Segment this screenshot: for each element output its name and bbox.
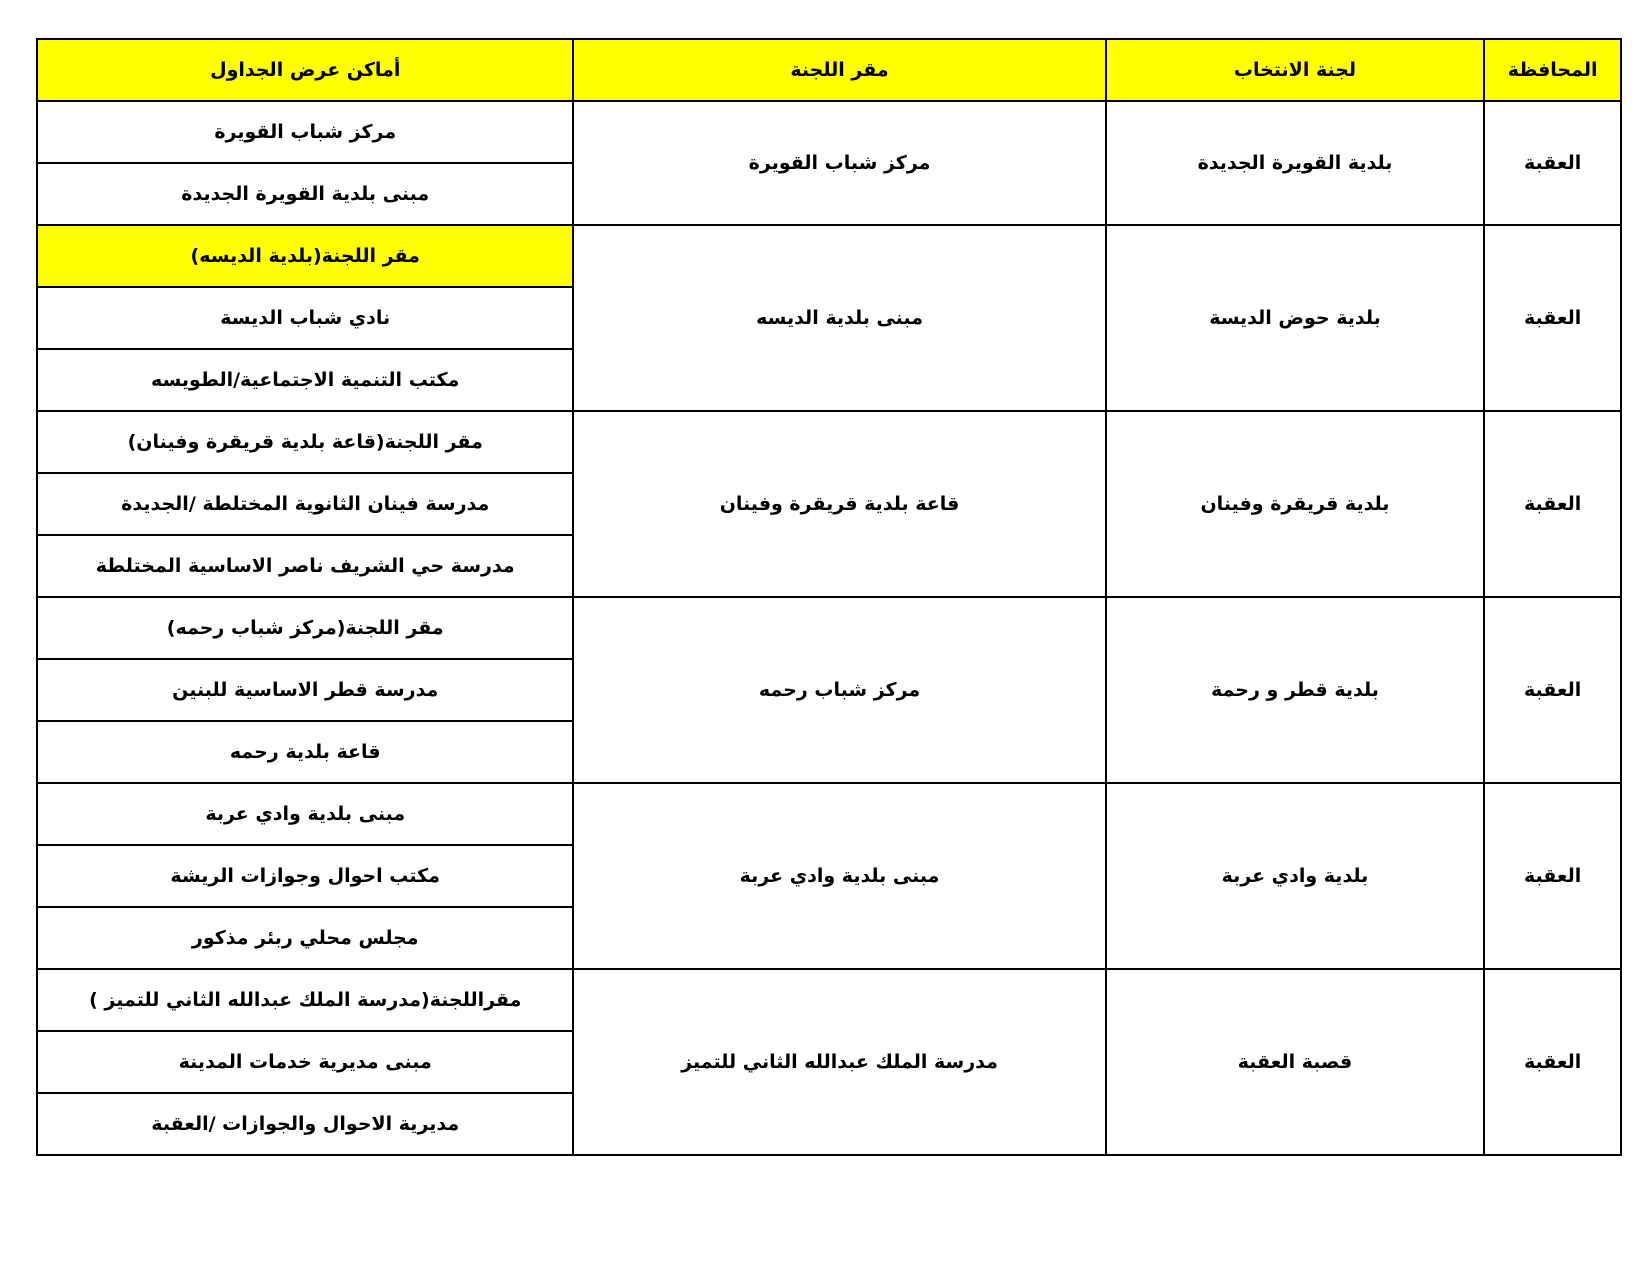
header-committee-hq: مقر اللجنة <box>573 39 1105 101</box>
committee-hq-cell: مبنى بلدية الديسه <box>573 225 1105 411</box>
display-location-cell: مبنى بلدية القويرة الجديدة <box>37 163 573 225</box>
display-location-cell: مكتب احوال وجوازات الريشة <box>37 845 573 907</box>
committee-hq-cell: مركز شباب القويرة <box>573 101 1105 225</box>
header-committee: لجنة الانتخاب <box>1106 39 1485 101</box>
display-location-cell: مدرسة حي الشريف ناصر الاساسية المختلطة <box>37 535 573 597</box>
display-location-cell: مكتب التنمية الاجتماعية/الطويسه <box>37 349 573 411</box>
polling-committees-table <box>36 38 1622 1156</box>
governorate-cell: العقبة <box>1484 225 1621 411</box>
committee-hq-cell: قاعة بلدية قريقرة وفينان <box>573 411 1105 597</box>
table-row <box>37 411 1621 473</box>
committee-cell: بلدية وادي عربة <box>1106 783 1485 969</box>
governorate-cell: العقبة <box>1484 969 1621 1155</box>
display-location-cell: مقر اللجنة(بلدية الديسه) <box>37 225 573 287</box>
committee-cell: بلدية قريقرة وفينان <box>1106 411 1485 597</box>
committee-hq-cell: مدرسة الملك عبدالله الثاني للتميز <box>573 969 1105 1155</box>
table-header-row <box>37 39 1621 101</box>
committee-cell: قصبة العقبة <box>1106 969 1485 1155</box>
table-row <box>37 783 1621 845</box>
governorate-cell: العقبة <box>1484 597 1621 783</box>
table-row <box>37 101 1621 163</box>
header-display-locations: أماكن عرض الجداول <box>37 39 573 101</box>
display-location-cell: مبنى مديرية خدمات المدينة <box>37 1031 573 1093</box>
committee-hq-cell: مبنى بلدية وادي عربة <box>573 783 1105 969</box>
header-governorate: المحافظة <box>1484 39 1621 101</box>
table-row <box>37 225 1621 287</box>
table-row <box>37 597 1621 659</box>
table-row <box>37 969 1621 1031</box>
display-location-cell: مجلس محلي ربئر مذكور <box>37 907 573 969</box>
governorate-cell: العقبة <box>1484 101 1621 225</box>
governorate-cell: العقبة <box>1484 783 1621 969</box>
committee-cell: بلدية القويرة الجديدة <box>1106 101 1485 225</box>
committee-hq-cell: مركز شباب رحمه <box>573 597 1105 783</box>
display-location-cell: نادي شباب الديسة <box>37 287 573 349</box>
display-location-cell: قاعة بلدية رحمه <box>37 721 573 783</box>
display-location-cell: مقر اللجنة(قاعة بلدية قريقرة وفينان) <box>37 411 573 473</box>
display-location-cell: مديرية الاحوال والجوازات /العقبة <box>37 1093 573 1155</box>
table-body <box>37 101 1621 1155</box>
display-location-cell: مدرسة فينان الثانوية المختلطة /الجديدة <box>37 473 573 535</box>
committee-cell: بلدية حوض الديسة <box>1106 225 1485 411</box>
display-location-cell: مقر اللجنة(مركز شباب رحمه) <box>37 597 573 659</box>
committee-cell: بلدية قطر و رحمة <box>1106 597 1485 783</box>
display-location-cell: مركز شباب القويرة <box>37 101 573 163</box>
display-location-cell: مدرسة قطر الاساسية للبنين <box>37 659 573 721</box>
governorate-cell: العقبة <box>1484 411 1621 597</box>
display-location-cell: مبنى بلدية وادي عربة <box>37 783 573 845</box>
display-location-cell: مقراللجنة(مدرسة الملك عبدالله الثاني للتميز ) <box>37 969 573 1031</box>
